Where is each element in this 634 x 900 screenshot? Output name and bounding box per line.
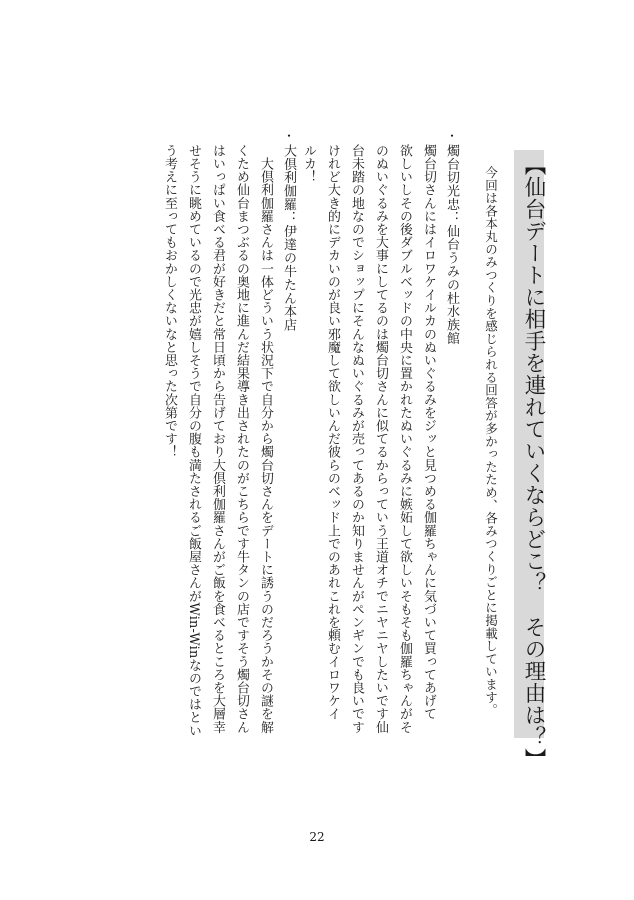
intro-text: 今回は各本丸のみつくりを感じられる回答が多かったため、各みつくりごとに掲載しています。 [483,166,499,717]
page-title: 【仙台デートに相手を連れていくならどこ？ その理由は？】 [521,154,546,770]
section-1-heading: 燭台切光忠：仙台うみの杜水族館 [444,144,459,345]
section-1-line: ルカ！ [300,144,316,184]
section-1-bullet: ・ [446,129,459,143]
section-1-line: けれど大き的にデカいのが良い邪魔して欲しいんだ彼らのベッド上でのあれこれを頼むイロワケイ [324,144,340,721]
section-2-heading: 大倶利伽羅：伊達の牛たん本店 [281,144,296,332]
section-1-line: 欲しいしその後ダブルベッドの中央に置かれたぬいぐるみに嫉妬して欲しいそもそも伽羅ちゃんがそ [396,144,412,734]
section-2-line: はいっぱい食べる君が好きだと常日頃から告げており大倶利伽羅さんがご飯を食べるところを大層幸 [209,144,225,734]
section-2-bullet: ・ [283,129,296,143]
section-1-line: 台未踏の地なのでショップにそんなぬいぐるみが売ってあるのか知りませんがペンギンでも良いです [348,144,364,734]
section-1-line: 燭台切さんにはイロワケイルカのぬいぐるみをジッと見つめる伽羅ちゃんに気づいて買ってあげて [420,144,436,721]
section-2-line: せそうに眺めているので光忠が嬉しそうで自分の腹も満たされるご飯屋さんがWin-Winなのではとい [185,144,201,738]
section-2-line: 大倶利伽羅さんは一体どういう状況下で自分から燭台切さんをデートに誘うのだろうかその謎を解 [257,144,273,734]
section-2-line: う考えに至ってもおかしくないなと思った次第です！ [161,144,177,459]
section-1-line: のぬいぐるみを大事にしてるのは燭台切さんに似てるからっていう王道オチでニヤニヤしたいです仙 [372,144,388,734]
section-2-line: くため仙台まつぶるの奥地に進んだ結果導き出されたのがこちらです牛タンの店ですそう燭台切さん [233,144,249,734]
page-number: 22 [309,830,325,844]
